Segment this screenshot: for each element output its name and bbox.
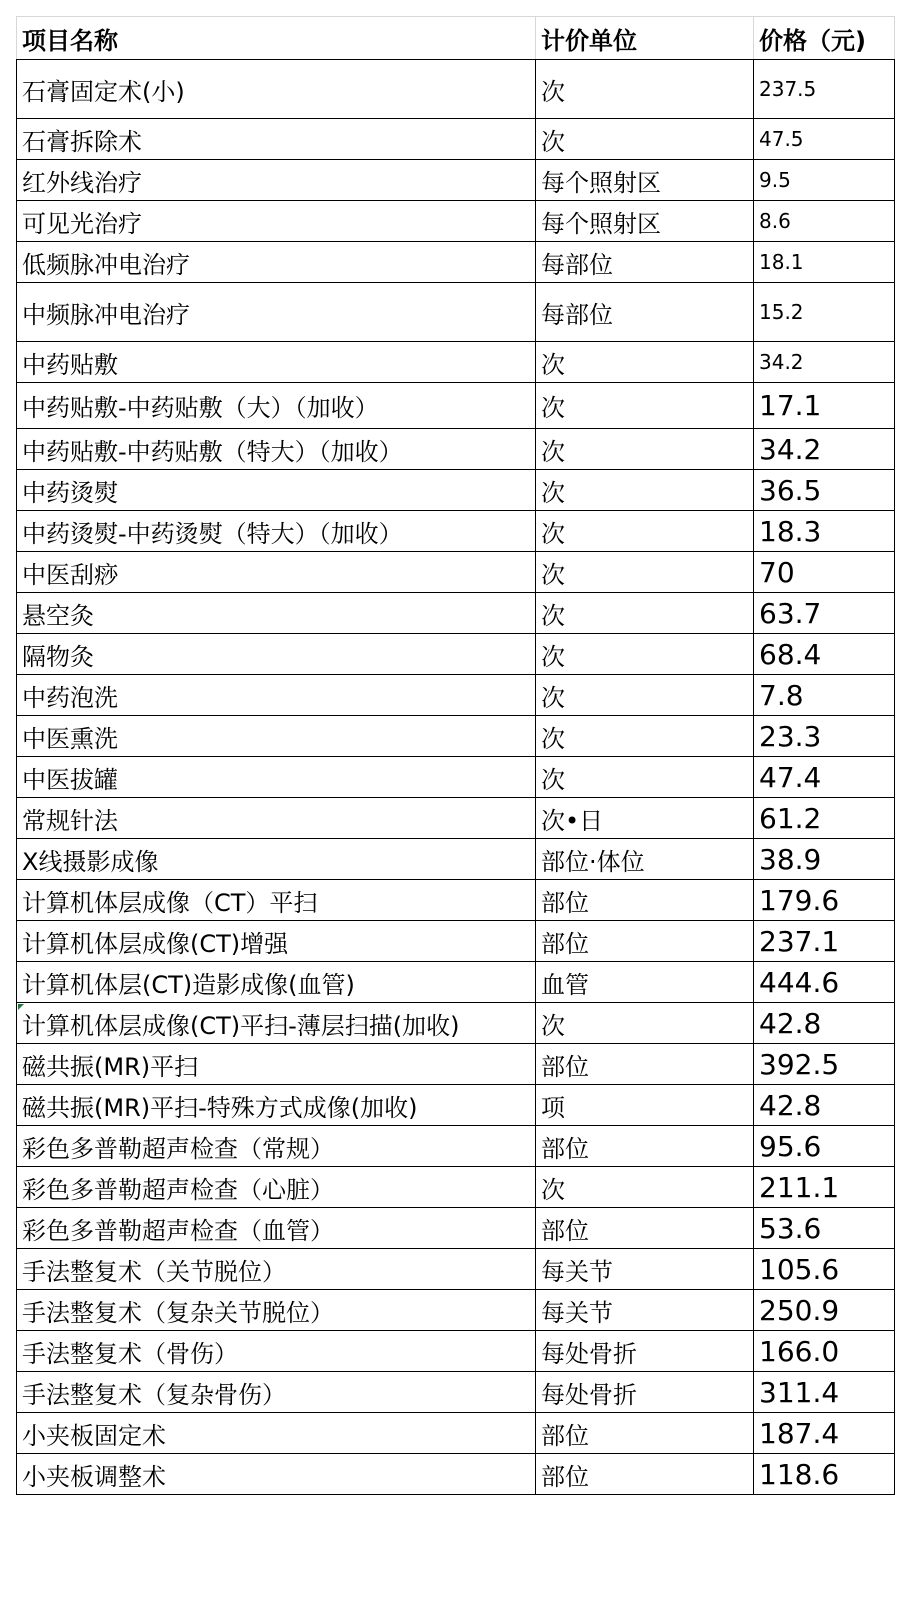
price-cell: 237.5 xyxy=(754,60,895,119)
item-name-cell: 彩色多普勒超声检查（血管） xyxy=(17,1208,536,1249)
price-table-sheet xyxy=(16,16,894,1495)
table-row xyxy=(17,634,895,675)
price-cell: 61.2 xyxy=(754,798,895,839)
price-cell: 42.8 xyxy=(754,1003,895,1044)
item-name-cell: 中医熏洗 xyxy=(17,716,536,757)
header-billing-unit: 计价单位 xyxy=(536,17,754,60)
unit-cell: 次 xyxy=(536,1167,754,1208)
unit-cell: 次 xyxy=(536,470,754,511)
table-row xyxy=(17,1249,895,1290)
unit-cell: 每关节 xyxy=(536,1290,754,1331)
table-row xyxy=(17,60,895,119)
unit-cell: 每个照射区 xyxy=(536,160,754,201)
unit-cell: 血管 xyxy=(536,962,754,1003)
item-name-cell: 彩色多普勒超声检查（心脏） xyxy=(17,1167,536,1208)
table-row xyxy=(17,1208,895,1249)
price-cell: 63.7 xyxy=(754,593,895,634)
price-cell: 17.1 xyxy=(754,383,895,429)
unit-cell: 部位 xyxy=(536,1208,754,1249)
item-name-cell: 常规针法 xyxy=(17,798,536,839)
item-name-cell: 小夹板固定术 xyxy=(17,1413,536,1454)
item-name-cell: 计算机体层成像(CT)增强 xyxy=(17,921,536,962)
table-row xyxy=(17,1372,895,1413)
table-row xyxy=(17,1290,895,1331)
table-row xyxy=(17,1085,895,1126)
price-cell: 53.6 xyxy=(754,1208,895,1249)
item-name-cell: 计算机体层(CT)造影成像(血管) xyxy=(17,962,536,1003)
unit-cell: 次 xyxy=(536,429,754,470)
item-name-cell: X线摄影成像 xyxy=(17,839,536,880)
item-name-text: 计算机体层成像(CT)平扫-薄层扫描(加收) xyxy=(22,1011,460,1040)
unit-cell: 部位 xyxy=(536,921,754,962)
table-row xyxy=(17,1044,895,1085)
item-name-cell: 手法整复术（骨伤） xyxy=(17,1331,536,1372)
unit-cell: 每处骨折 xyxy=(536,1372,754,1413)
item-name-cell: 彩色多普勒超声检查（常规） xyxy=(17,1126,536,1167)
item-name-cell: 中医刮痧 xyxy=(17,552,536,593)
item-name-cell: 红外线治疗 xyxy=(17,160,536,201)
header-item-name: 项目名称 xyxy=(17,17,536,60)
table-row xyxy=(17,716,895,757)
item-name-cell: 小夹板调整术 xyxy=(17,1454,536,1495)
price-cell: 34.2 xyxy=(754,429,895,470)
table-row xyxy=(17,119,895,160)
price-cell: 95.6 xyxy=(754,1126,895,1167)
unit-cell: 次•日 xyxy=(536,798,754,839)
unit-cell: 部位 xyxy=(536,1454,754,1495)
unit-cell: 每部位 xyxy=(536,283,754,342)
table-row xyxy=(17,798,895,839)
price-cell: 392.5 xyxy=(754,1044,895,1085)
table-row xyxy=(17,1454,895,1495)
table-row xyxy=(17,675,895,716)
item-name-cell: 可见光治疗 xyxy=(17,201,536,242)
item-name-cell: 中药烫熨 xyxy=(17,470,536,511)
item-name-cell: 计算机体层成像（CT）平扫 xyxy=(17,880,536,921)
price-cell: 18.3 xyxy=(754,511,895,552)
unit-cell: 次 xyxy=(536,716,754,757)
table-row xyxy=(17,470,895,511)
unit-cell: 次 xyxy=(536,634,754,675)
header-price: 价格（元) xyxy=(754,17,895,60)
price-cell: 70 xyxy=(754,552,895,593)
price-cell: 15.2 xyxy=(754,283,895,342)
price-cell: 68.4 xyxy=(754,634,895,675)
item-name-cell: 中药贴敷 xyxy=(17,342,536,383)
price-cell: 8.6 xyxy=(754,201,895,242)
table-row xyxy=(17,921,895,962)
unit-cell: 次 xyxy=(536,383,754,429)
item-name-cell: 磁共振(MR)平扫 xyxy=(17,1044,536,1085)
table-row xyxy=(17,342,895,383)
price-cell: 444.6 xyxy=(754,962,895,1003)
price-cell: 9.5 xyxy=(754,160,895,201)
price-cell: 179.6 xyxy=(754,880,895,921)
table-row xyxy=(17,757,895,798)
item-name-cell: 石膏固定术(小) xyxy=(17,60,536,119)
table-row xyxy=(17,383,895,429)
price-cell: 38.9 xyxy=(754,839,895,880)
price-cell: 237.1 xyxy=(754,921,895,962)
item-name-cell: 中医拔罐 xyxy=(17,757,536,798)
unit-cell: 次 xyxy=(536,1003,754,1044)
unit-cell: 部位 xyxy=(536,1044,754,1085)
price-table xyxy=(16,16,895,1495)
price-cell: 7.8 xyxy=(754,675,895,716)
unit-cell: 次 xyxy=(536,552,754,593)
table-row xyxy=(17,511,895,552)
price-cell: 311.4 xyxy=(754,1372,895,1413)
unit-cell: 每个照射区 xyxy=(536,201,754,242)
unit-cell: 部位·体位 xyxy=(536,839,754,880)
item-name-cell: 中药烫熨-中药烫熨（特大）（加收） xyxy=(17,511,536,552)
table-row xyxy=(17,880,895,921)
item-name-cell: 手法整复术（关节脱位） xyxy=(17,1249,536,1290)
price-cell: 47.5 xyxy=(754,119,895,160)
unit-cell: 项 xyxy=(536,1085,754,1126)
unit-cell: 部位 xyxy=(536,1413,754,1454)
unit-cell: 每部位 xyxy=(536,242,754,283)
price-cell: 250.9 xyxy=(754,1290,895,1331)
unit-cell: 每处骨折 xyxy=(536,1331,754,1372)
unit-cell: 次 xyxy=(536,342,754,383)
item-name-cell: 隔物灸 xyxy=(17,634,536,675)
price-cell: 34.2 xyxy=(754,342,895,383)
table-row xyxy=(17,283,895,342)
price-cell: 42.8 xyxy=(754,1085,895,1126)
cell-note-marker xyxy=(18,1004,24,1010)
table-row xyxy=(17,1331,895,1372)
item-name-cell: 中药泡洗 xyxy=(17,675,536,716)
item-name-cell: 悬空灸 xyxy=(17,593,536,634)
item-name-cell: 手法整复术（复杂骨伤） xyxy=(17,1372,536,1413)
table-row xyxy=(17,1413,895,1454)
table-row xyxy=(17,1167,895,1208)
item-name-cell: 磁共振(MR)平扫-特殊方式成像(加收) xyxy=(17,1085,536,1126)
item-name-cell: 低频脉冲电治疗 xyxy=(17,242,536,283)
item-name-cell: 石膏拆除术 xyxy=(17,119,536,160)
table-row xyxy=(17,242,895,283)
table-row xyxy=(17,1003,895,1044)
price-cell: 18.1 xyxy=(754,242,895,283)
item-name-cell: 中药贴敷-中药贴敷（特大）（加收） xyxy=(17,429,536,470)
price-cell: 211.1 xyxy=(754,1167,895,1208)
item-name-cell: 手法整复术（复杂关节脱位） xyxy=(17,1290,536,1331)
table-row xyxy=(17,429,895,470)
price-cell: 105.6 xyxy=(754,1249,895,1290)
table-row xyxy=(17,593,895,634)
unit-cell: 部位 xyxy=(536,1126,754,1167)
table-row xyxy=(17,552,895,593)
price-cell: 36.5 xyxy=(754,470,895,511)
unit-cell: 次 xyxy=(536,60,754,119)
unit-cell: 部位 xyxy=(536,880,754,921)
price-cell: 187.4 xyxy=(754,1413,895,1454)
unit-cell: 次 xyxy=(536,675,754,716)
table-row xyxy=(17,160,895,201)
table-row xyxy=(17,1126,895,1167)
item-name-cell: 中药贴敷-中药贴敷（大）（加收） xyxy=(17,383,536,429)
unit-cell: 次 xyxy=(536,593,754,634)
table-row xyxy=(17,839,895,880)
unit-cell: 次 xyxy=(536,511,754,552)
unit-cell: 次 xyxy=(536,757,754,798)
unit-cell: 次 xyxy=(536,119,754,160)
price-cell: 166.0 xyxy=(754,1331,895,1372)
price-cell: 118.6 xyxy=(754,1454,895,1495)
unit-cell: 每关节 xyxy=(536,1249,754,1290)
price-cell: 23.3 xyxy=(754,716,895,757)
table-row xyxy=(17,962,895,1003)
table-row xyxy=(17,201,895,242)
item-name-cell: 中频脉冲电治疗 xyxy=(17,283,536,342)
header-row xyxy=(17,17,895,60)
item-name-cell xyxy=(17,1003,536,1044)
price-cell: 47.4 xyxy=(754,757,895,798)
